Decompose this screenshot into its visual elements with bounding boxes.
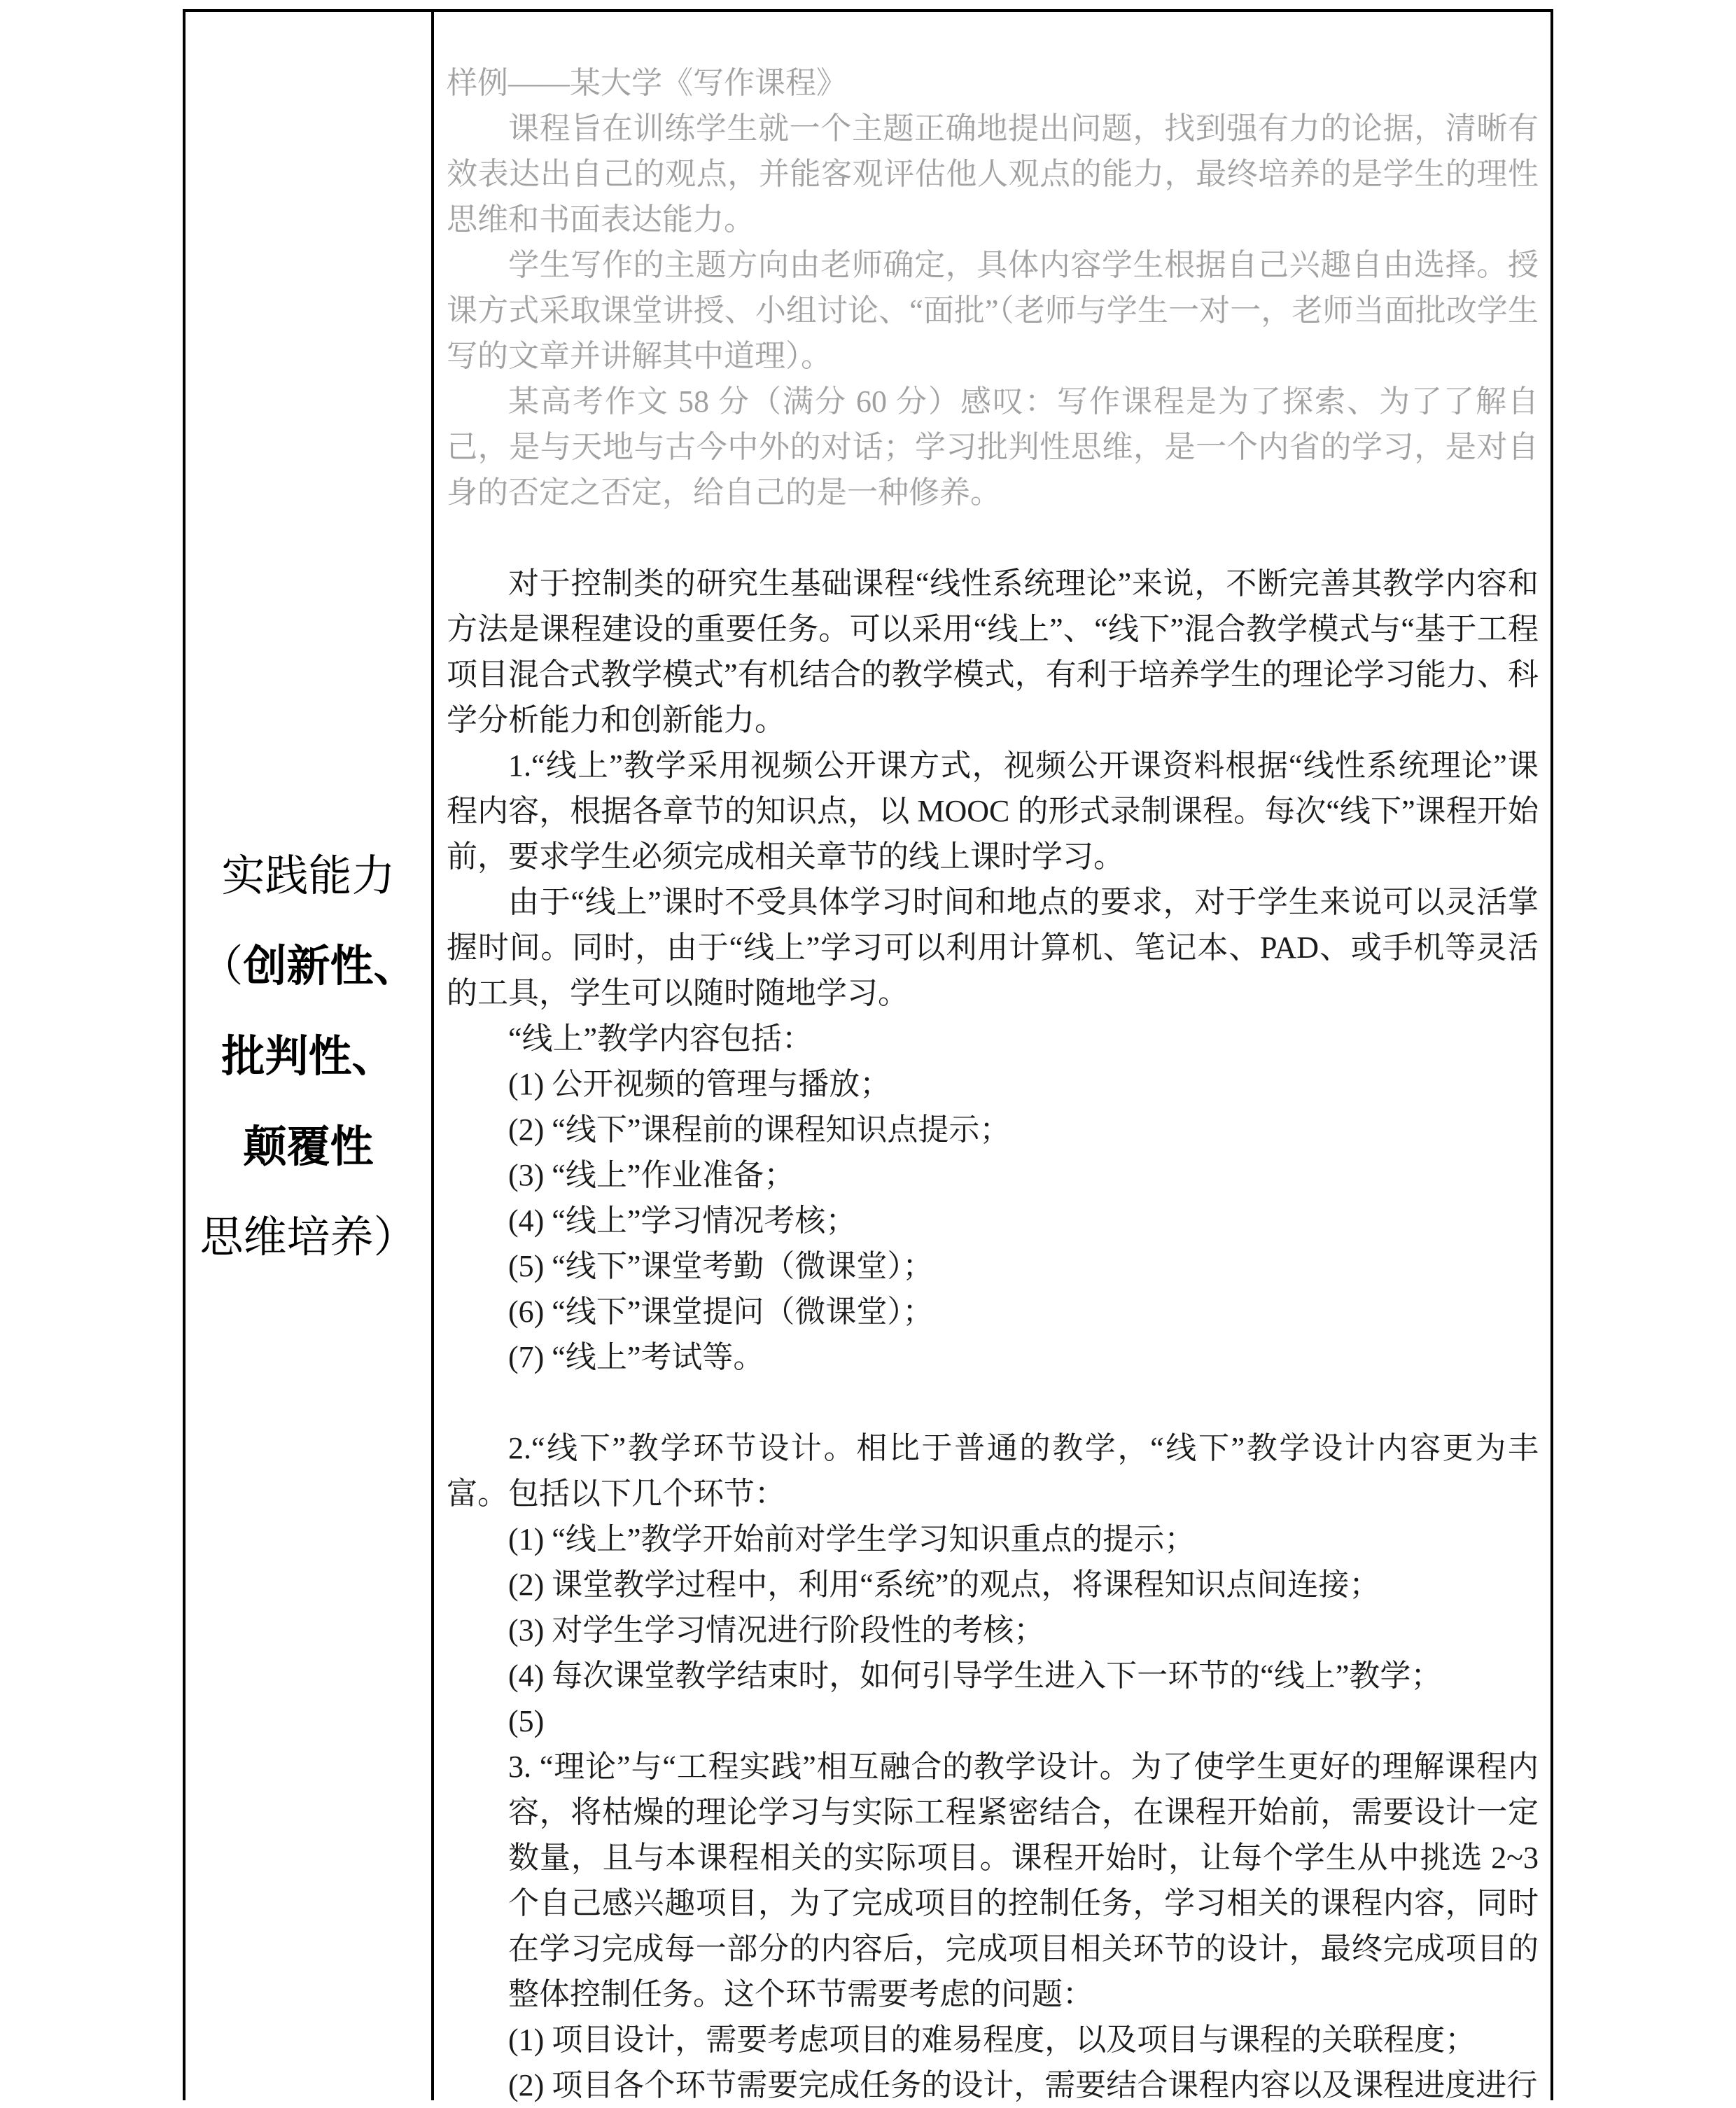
table-border-right <box>1550 9 1553 2100</box>
list-item: (1) 项目设计，需要考虑项目的难易程度，以及项目与课程的关联程度； <box>508 2023 1476 2057</box>
row-header-line <box>186 832 431 922</box>
paragraph: 由于“线上”课时不受具体学习时间和地点的要求，对于学生来说可以灵活掌握时间。同时，由于“线上”学习可以利用计算机、笔记本、PAD、或手机等灵活的工具，学生可以随时随地学习。 <box>447 885 1539 1010</box>
list-item: (4) “线上”学习情况考核； <box>508 1203 857 1238</box>
row-header-text: 思维培养） <box>200 1214 417 1262</box>
paragraph: 对于控制类的研究生基础课程“线性系统理论”来说，不断完善其教学内容和方法是课程建设的重要任务。可以采用“线上”、“线下”混合教学模式与“基于工程项目混合式教学模式”有机结合的教学模式，有利于培养学生的理论学习能力、科学分析能力和创新能力。 <box>447 566 1539 737</box>
row-header-label <box>186 832 431 1283</box>
paragraph: 3. “理论”与“工程实践”相互融合的教学设计。为了使学生更好的理解课程内容，将枯燥的理论学习与实际工程紧密结合，在课程开始前，需要设计一定数量，且与本课程相关的实际项目。课程开始时，让每个学生从中挑选 2~3 个自己感兴趣项目，为了完成项目的控制任务，学习相关的课程内容，同时在学习完成每一部分的内容后，完成项目相关环节的设计，最终完成项目的整体控制任务。这个环节需要考虑的问题： <box>508 1750 1539 2011</box>
main-text-column <box>447 60 1539 2108</box>
blank-line <box>447 515 1539 561</box>
paragraph: 某高考作文 58 分（满分 60 分）感叹：写作课程是为了探索、为了了解自己，是与天地与古今中外的对话；学习批判性思维，是一个内省的学习，是对自身的否定之否定，给自己的是一种修养。 <box>447 384 1539 510</box>
list-item: (4) 每次课堂教学结束时，如何引导学生进入下一环节的“线上”教学； <box>508 1659 1442 1693</box>
list-item: (5) <box>508 1704 545 1738</box>
paragraph: 样例——某大学《写作课程》 <box>447 66 847 100</box>
list-item: (6) “线下”课堂提问（微课堂）； <box>508 1294 934 1329</box>
paragraph: “线上”教学内容包括： <box>508 1021 813 1056</box>
list-item: (2) “线下”课程前的课程知识点提示； <box>508 1112 1011 1147</box>
list-item: (7) “线上”考试等。 <box>508 1340 764 1374</box>
paragraph: 1.“线上”教学采用视频公开课方式，视频公开课资料根据“线性系统理论”课程内容，根据各章节的知识点，以 MOOC 的形式录制课程。每次“线下”课程开始前，要求学生必须完成相关章节的线上课时学习。 <box>447 748 1539 874</box>
table-border-top <box>183 9 1553 12</box>
list-item: (3) 对学生学习情况进行阶段性的考核； <box>508 1613 1045 1647</box>
row-header-text: 实践能力 <box>221 853 396 900</box>
row-header-text: （ <box>200 943 244 991</box>
table-column-divider <box>431 9 434 2100</box>
row-header-text: 批判性、 <box>221 1033 396 1081</box>
list-item: (2) 课堂教学过程中，利用“系统”的观点，将课程知识点间连接； <box>508 1568 1380 1602</box>
row-header-line <box>186 1193 431 1283</box>
blank-line <box>447 1380 1539 1425</box>
row-header-line <box>186 1103 431 1193</box>
paragraph: 2.“线下”教学环节设计。相比于普通的教学，“线下”教学设计内容更为丰富。包括以下几个环节： <box>447 1431 1539 1511</box>
row-header-line <box>186 1012 431 1103</box>
list-item: (5) “线下”课堂考勤（微课堂）； <box>508 1249 934 1283</box>
row-header-text: 颠覆性 <box>243 1124 374 1171</box>
row-header-text: 创新性、 <box>243 943 417 991</box>
paragraph: 学生写作的主题方向由老师确定，具体内容学生根据自己兴趣自由选择。授课方式采取课堂讲授、小组讨论、“面批”（老师与学生一对一，老师当面批改学生写的文章并讲解其中道理）。 <box>447 248 1539 373</box>
row-header-line <box>186 922 431 1012</box>
list-item: (3) “线上”作业准备； <box>508 1158 795 1192</box>
list-item: (2) 项目各个环节需要完成任务的设计，需要结合课程内容以及课程进度进行 <box>508 2068 1538 2102</box>
list-item: (1) 公开视频的管理与播放； <box>508 1067 891 1101</box>
list-item: (1) “线上”教学开始前对学生学习知识重点的提示； <box>508 1522 1196 1556</box>
paragraph: 课程旨在训练学生就一个主题正确地提出问题，找到强有力的论据，清晰有效表达出自己的观点，并能客观评估他人观点的能力，最终培养的是学生的理性思维和书面表达能力。 <box>447 111 1539 237</box>
